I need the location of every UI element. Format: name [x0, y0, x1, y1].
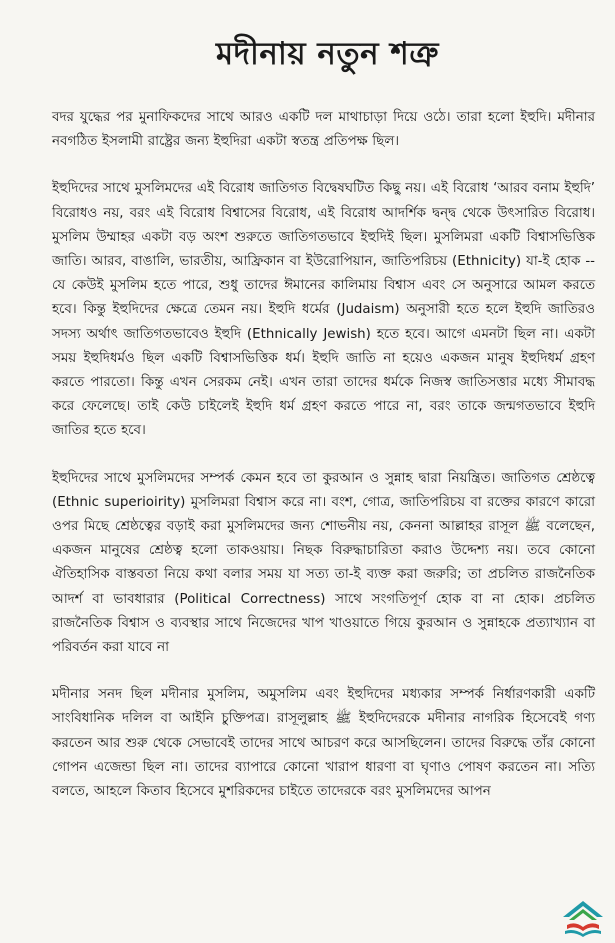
paragraph-1: বদর যুদ্ধের পর মুনাফিকদের সাথে আরও একটি দল মাথাচাড়া দিয়ে ওঠে। তারা হলো ইহুদি। মদীনার নবগঠিত ইসলামী রাষ্ট্রের জন্য ইহুদিরা একটা স্বতন্ত্র প্রতিপক্ষ ছিল।: [52, 110, 595, 150]
paragraph-2: ইহুদিদের সাথে মুসলিমদের এই বিরোধ জাতিগত বিদ্বেষঘটিত কিছু নয়। এই বিরোধ ‘আরব বনাম ইহুদি’ বিরোধও নয়, বরং এই বিরোধ বিশ্বাসের বিরোধ, এই বিরোধ আদর্শিক দ্বন্দ্ব থেকে উৎসারিত বিরোধ। মুসলিম উম্মাহর একটা বড় অংশ শুরুতে জাতিগতভাবে ইহুদিই ছিল। মুসলিমরা একটি বিশ্বাসভিত্তিক জাতি। আরব, বাঙালি, ভারতীয়, আফ্রিকান বা ইউরোপিয়ান, জাতিপরিচয় (Ethnicity) যা-ই হোক -- যে কেউই মুসলিম হতে পারে, শুধু তাদের ঈমানের কালিমায় বিশ্বাস এবং সে অনুসারে আমল করতে হবে। কিন্তু ইহুদিদের ক্ষেত্রে তেমন নয়। ইহুদি ধর্মের (Judaism) অনুসারী হতে হলে ইহুদি জাতিরও সদস্য অর্থাৎ জাতিগতভাবেও ইহুদি (Ethnically Jewish) হতে হবে। আগে এমনটা ছিল না। একটা সময় ইহুদিধর্মও ছিল একটি বিশ্বাসভিত্তিক ধর্ম। ইহুদি জাতি না হয়েও একজন মানুষ ইহুদিধর্ম গ্রহণ করতে পারতো। কিন্তু এখন সেরকম নেই। এখন তারা তাদের ধর্মকে নিজস্ব জাতিসত্তার মধ্যে সীমাবদ্ধ করে ফেলেছে। তাই কেউ চাইলেই ইহুদি ধর্ম গ্রহণ করতে পারে না, বরং তাকে জন্মগতভাবে ইহুদি জাতির হতে হবে।: [52, 181, 595, 439]
page-title: মদীনায় নতুন শত্রু: [215, 36, 440, 72]
publisher-logo-icon: [561, 899, 605, 937]
logo-base-teal: [565, 930, 601, 937]
paragraph-3: ইহুদিদের সাথে মুসলিমদের সম্পর্ক কেমন হবে তা কুরআন ও সুন্নাহ দ্বারা নিয়ন্ত্রিত। জাতিগত শ্রেষ্ঠত্বে (Ethnic superioirity) মুসলিমরা বিশ্বাস করে না। বংশ, গোত্র, জাতিপরিচয় বা রক্তের কারণে কারো ওপর মিছে শ্রেষ্ঠত্বের বড়াই করা মুসলিমদের জন্য শোভনীয় নয়, কেননা আল্লাহর রাসূল ﷺ বলেছেন, একজন মানুষের শ্রেষ্ঠত্ব হলো তাকওয়ায়। নিছক বিরুদ্ধাচারিতা করাও উদ্দেশ্য নয়। তবে কোনো ঐতিহাসিক বাস্তবতা নিয়ে কথা বলার সময় যা সত্য তা-ই ব্যক্ত করা জরুরি; তা প্রচলিত রাজনৈতিক আদর্শ বা ভাবধারার (Political Correctness) সাথে সংগতিপূর্ণ হোক বা না হোক। প্রচলিত রাজনৈতিক বিশ্বাস ও ব্যবস্থার সাথে নিজেদের খাপ খাওয়াতে গিয়ে কুরআন ও সুন্নাহকে প্রত্যাখ্যান বা পরিবর্তন করা যাবে না: [52, 470, 595, 656]
paragraph-4: মদীনার সনদ ছিল মদীনার মুসলিম, অমুসলিম এবং ইহুদিদের মধ্যকার সম্পর্ক নির্ধারণকারী একটি সাংবিধানিক দলিল বা আইনি চুক্তিপত্র। রাসূলুল্লাহ ﷺ ইহুদিদেরকে মদীনার নাগরিক হিসেবেই গণ্য করতেন আর শুরু থেকে সেভাবেই তাদের সাথে আচরণ করে আসছিলেন। তাদের বিরুদ্ধে তাঁর কোনো গোপন এজেন্ডা ছিল না। তাদের ব্যাপারে কোনো খারাপ ধারণা বা ঘৃণাও পোষণ করতেন না। সত্যি বলতে, আহলে কিতাব হিসেবে মুশরিকদের চাইতে তাদেরকে বরং মুসলিমদের আপন: [52, 687, 595, 800]
logo-book-red: [567, 923, 599, 931]
